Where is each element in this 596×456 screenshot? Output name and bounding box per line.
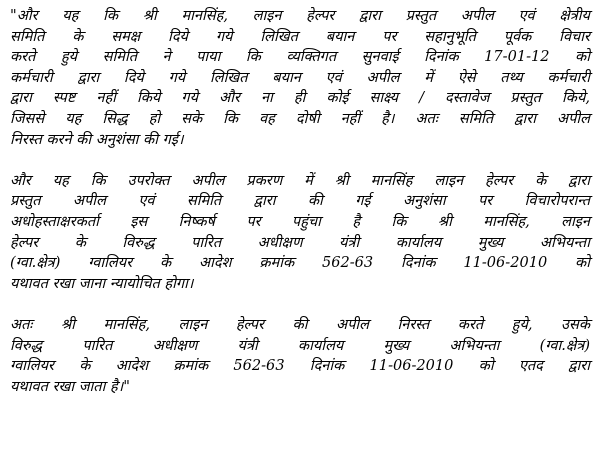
text-line: अतः श्री मानसिंह, लाइन हेल्पर की अपील निरस्त करते हुये, उसके	[10, 315, 590, 333]
text-line: कर्मचारी द्वारा दिये गये लिखित बयान एवं अपील में ऐसे तथ्य कर्मचारी	[10, 68, 590, 86]
text-line: यथावत रखा जाता है।"	[10, 377, 130, 395]
text-line: करते हुये समिति ने पाया कि व्यक्तिगत सुनवाई दिनांक 17-01-12 को	[10, 48, 590, 66]
text-line: प्रस्तुत अपील एवं समिति द्वारा की गई अनुशंसा पर विचारोपरान्त	[10, 192, 590, 210]
text-line: हेल्पर के विरुद्ध पारित अधीक्षण यंत्री कार्यालय मुख्य अभियन्ता	[10, 233, 590, 251]
text-line: निरस्त करने की अनुशंसा की गई।	[10, 130, 184, 148]
text-line: समिति के समक्ष दिये गये लिखित बयान पर सहानुभूति पूर्वक विचार	[10, 27, 590, 45]
text-line: द्वारा स्पष्ट नहीं किये गये और ना ही कोई साक्ष्य / दस्तावेज प्रस्तुत किये,	[10, 89, 590, 107]
text-line: अधोहस्ताक्षरकर्ता इस निष्कर्ष पर पहुंचा है कि श्री मानसिंह, लाइन	[10, 212, 590, 230]
paragraph-1	[10, 6, 590, 150]
text-line: "और यह कि श्री मानसिंह, लाइन हेल्पर द्वारा प्रस्तुत अपील एवं क्षेत्रीय	[10, 7, 590, 24]
text-line: ग्वालियर के आदेश क्रमांक 562-63 दिनांक 11-06-2010 को एतद द्वारा	[10, 357, 590, 375]
text-line: और यह कि उपरोक्त अपील प्रकरण में श्री मानसिंह लाइन हेल्पर के द्वारा	[10, 171, 590, 189]
paragraph-2	[10, 171, 590, 295]
text-line: यथावत रखा जाना न्यायोचित होगा।	[10, 274, 194, 292]
text-line: विरुद्ध पारित अधीक्षण यंत्री कार्यालय मुख्य अभियन्ता (ग्वा.क्षेत्र)	[10, 336, 590, 354]
paragraph-3	[10, 315, 590, 397]
document-body	[10, 6, 590, 418]
text-line: जिससे यह सिद्ध हो सके कि वह दोषी नहीं है। अतः समिति द्वारा अपील	[10, 109, 590, 127]
text-line: (ग्वा.क्षेत्र) ग्वालियर के आदेश क्रमांक 562-63 दिनांक 11-06-2010 को	[10, 254, 590, 272]
